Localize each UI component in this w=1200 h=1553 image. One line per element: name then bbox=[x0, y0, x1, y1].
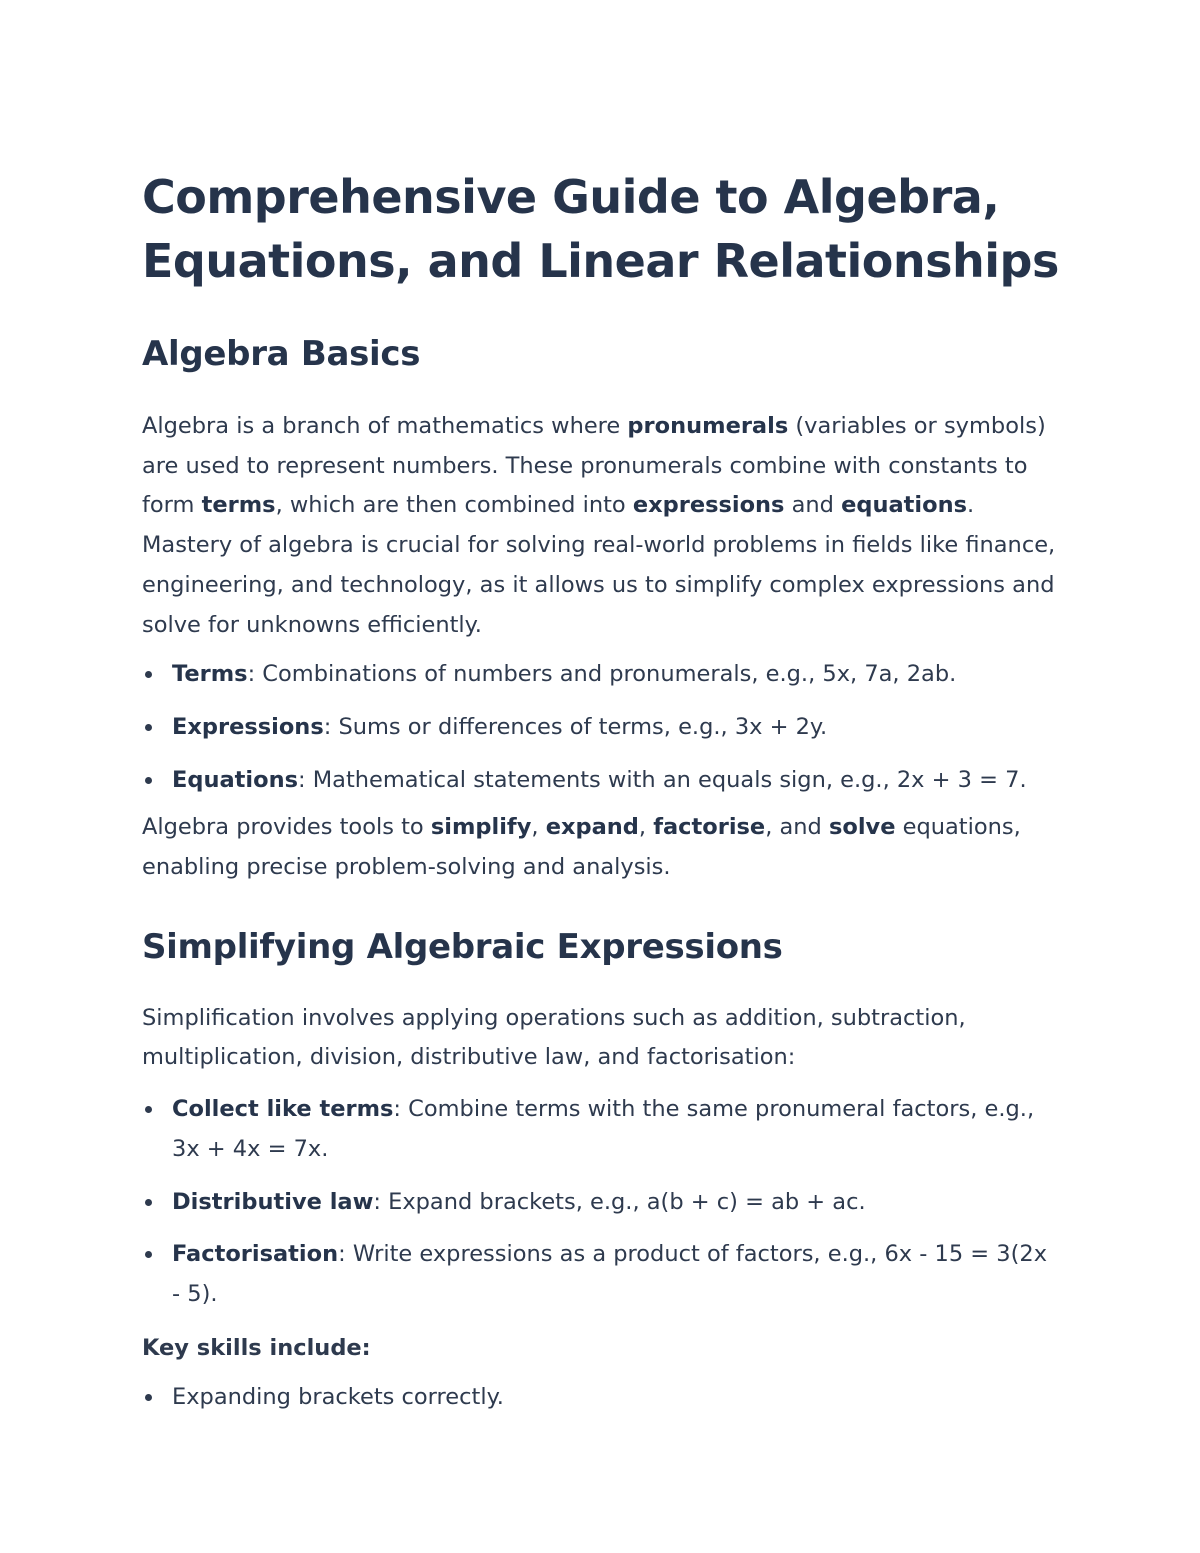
list-item: Equations: Mathematical statements with an equals sign, e.g., 2x + 3 = 7. bbox=[142, 761, 1062, 801]
key-skills-list bbox=[142, 1378, 1062, 1418]
list-item: Expanding brackets correctly. bbox=[142, 1378, 1062, 1418]
algebra-basics-paragraph: Algebra is a branch of mathematics where pronumerals (variables or symbols) are used to represent numbers. These pronumerals combine with constants to form terms, which are then combined into expressions and equations. Mastery of algebra is crucial for solving real-world problems in fields like finance, engineering, and technology, as it allows us to simplify complex expressions and solve for unknowns efficiently. bbox=[142, 413, 1056, 638]
list-item: Collect like terms: Combine terms with the same pronumeral factors, e.g., 3x + 4x = 7x. bbox=[142, 1090, 1062, 1169]
simplifying-list bbox=[142, 1090, 1062, 1315]
list-item: Terms: Combinations of numbers and pronumerals, e.g., 5x, 7a, 2ab. bbox=[142, 655, 1062, 695]
page-title: Comprehensive Guide to Algebra, Equations, and Linear Relationships bbox=[142, 170, 1059, 288]
key-skills-label: Key skills include: bbox=[142, 1334, 371, 1361]
list-item: Expressions: Sums or differences of terms, e.g., 3x + 2y. bbox=[142, 708, 1062, 748]
list-item: Factorisation: Write expressions as a product of factors, e.g., 6x - 15 = 3(2x - 5). bbox=[142, 1235, 1062, 1314]
document-page bbox=[142, 165, 1062, 1418]
list-item: Distributive law: Expand brackets, e.g., a(b + c) = ab + ac. bbox=[142, 1183, 1062, 1223]
algebra-tools-paragraph: Algebra provides tools to simplify, expand, factorise, and solve equations, enabling precise problem-solving and analysis. bbox=[142, 814, 1021, 881]
algebra-basics-list bbox=[142, 655, 1062, 800]
section-heading-simplifying: Simplifying Algebraic Expressions bbox=[142, 926, 783, 967]
simplifying-intro-paragraph: Simplification involves applying operations such as addition, subtraction, multiplication, division, distributive law, and factorisation: bbox=[142, 1004, 966, 1071]
section-heading-algebra-basics: Algebra Basics bbox=[142, 334, 421, 374]
